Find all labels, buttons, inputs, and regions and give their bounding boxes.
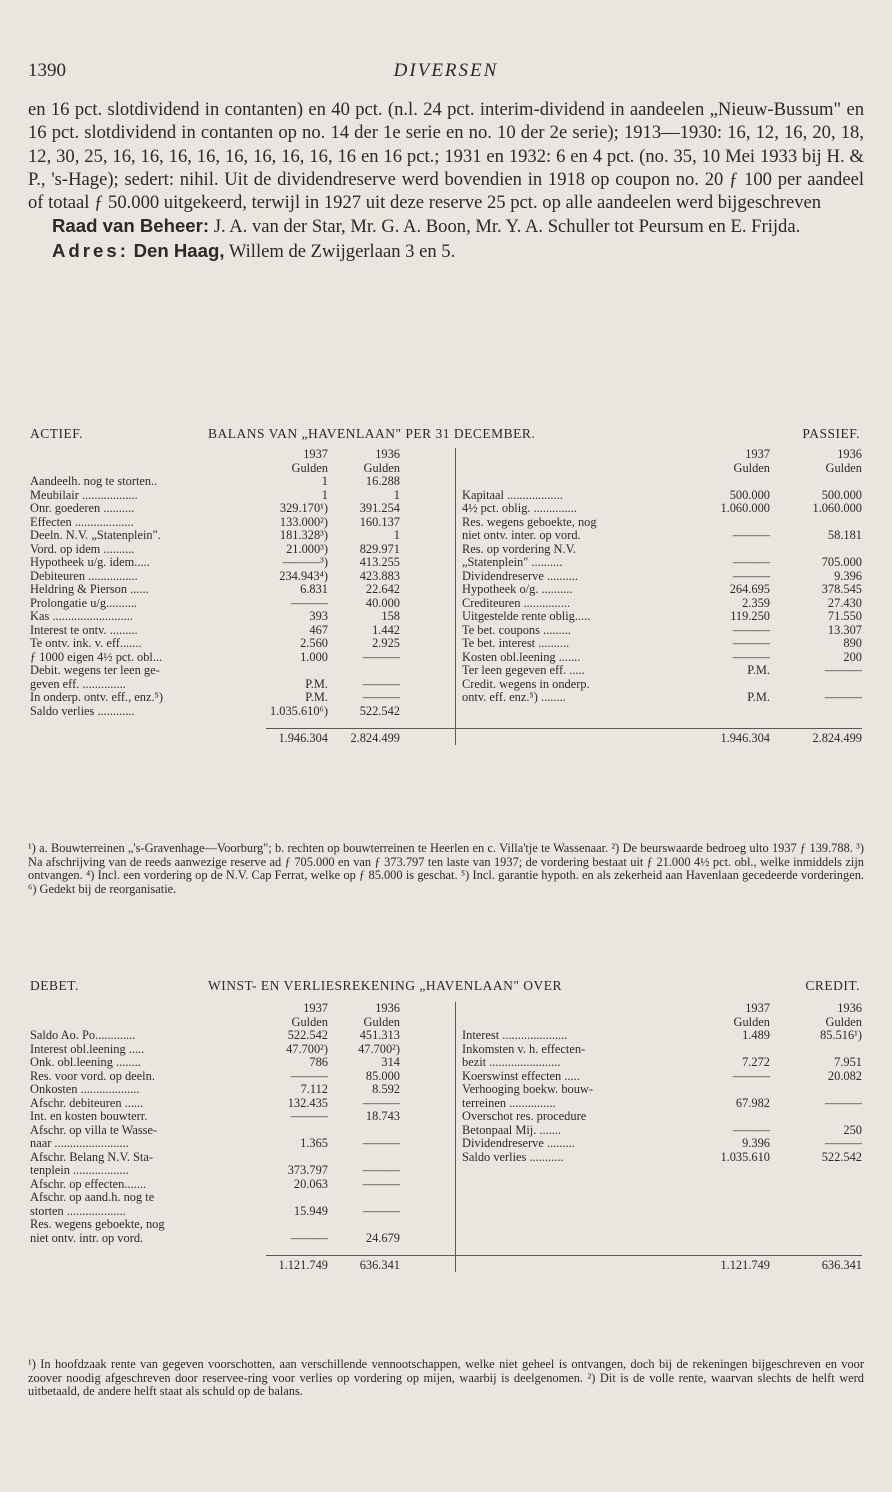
profit-loss-statement — [30, 1002, 864, 1272]
balance-left-label: Kas .......................... — [30, 610, 133, 623]
page-header — [28, 60, 864, 86]
pl-left-value-2: 314 — [381, 1055, 400, 1069]
pl-left-label: Onk. obl.leening ........ — [30, 1056, 141, 1069]
balance-table-row — [30, 543, 864, 557]
pl-table-row — [30, 1029, 864, 1043]
balance-right-value-2: 705.000 — [821, 555, 862, 569]
balance-total-rule — [266, 728, 862, 729]
pl-left-value-1: ——— — [290, 1109, 328, 1123]
pl-unit-2-right: Gulden — [825, 1014, 862, 1029]
balance-left-value-2: 829.971 — [359, 541, 400, 556]
balance-left-value-2: 391.254 — [359, 501, 400, 515]
balance-right-value-2: 58.181 — [827, 528, 862, 542]
balance-left-label: geven eff. .............. — [30, 677, 126, 691]
balance-year-2: 1936 — [375, 447, 400, 461]
balance-table-row — [30, 475, 864, 489]
balance-year-header — [30, 448, 864, 462]
pl-left-label: Afschr. op effecten....... — [30, 1177, 147, 1191]
pl-unit-1-right: Gulden — [733, 1014, 770, 1029]
pl-left-value-1: 20.063 — [293, 1176, 328, 1191]
balance-table-row — [30, 705, 864, 719]
pl-left-value-1: ——— — [290, 1068, 328, 1083]
pl-unit-2: Gulden — [363, 1014, 400, 1029]
pl-left-value-1: 786 — [309, 1055, 328, 1069]
balance-left-label: Onr. goederen .......... — [30, 502, 135, 515]
balance-left-value-2: ——— — [362, 649, 400, 664]
balance-unit-header — [30, 462, 864, 476]
balance-table-row — [30, 583, 864, 597]
pl-table-row — [30, 1164, 864, 1178]
balance-table-row — [30, 610, 864, 624]
balance-left-value-1: ———³) — [282, 555, 328, 569]
balance-left-label: Interest te ontv. ......... — [30, 623, 138, 637]
balance-left-value-2: 1.442 — [372, 622, 400, 637]
balance-right-value-1: 500.000 — [729, 487, 770, 502]
pl-left-value-1: 373.797 — [287, 1163, 328, 1177]
pl-left-value-2: ——— — [362, 1095, 400, 1110]
balance-table-row — [30, 597, 864, 611]
balance-total-right-2: 2.824.499 — [812, 730, 862, 745]
balance-right-value-1: ——— — [732, 636, 770, 650]
pl-left-label: Afschr. debiteuren ...... — [30, 1096, 144, 1110]
balance-total-left-2: 2.824.499 — [350, 730, 400, 745]
balance-right-label: Te bet. interest .......... — [462, 637, 570, 650]
pl-unit-header — [30, 1016, 864, 1030]
pl-left-value-1: 47.700²) — [286, 1041, 328, 1056]
pl-table-row — [30, 1110, 864, 1124]
balance-right-label: niet ontv. inter. op vord. — [462, 529, 581, 542]
pl-right-label: Interest ..................... — [462, 1029, 568, 1042]
balance-left-value-2: 522.542 — [359, 703, 400, 718]
balance-right-value-2: 13.307 — [827, 622, 862, 637]
balance-left-value-1: P.M. — [305, 690, 328, 704]
pl-total-left-2: 636.341 — [359, 1257, 400, 1272]
balance-table-row — [30, 570, 864, 584]
balance-right-label: Dividendreserve .......... — [462, 569, 578, 583]
balance-left-value-2: 423.883 — [359, 568, 400, 583]
balance-right-value-2: 500.000 — [821, 487, 862, 502]
balance-right-value-2: ——— — [824, 663, 862, 677]
balance-left-value-2: 40.000 — [365, 595, 400, 610]
balance-left-label: Effecten ................... — [30, 515, 134, 529]
pl-table-row — [30, 1083, 864, 1097]
pl-right-value-2: 85.516¹) — [820, 1028, 862, 1042]
balance-right-label: Kosten obl.leening ....... — [462, 650, 581, 664]
balance-unit-2-right: Gulden — [825, 460, 862, 475]
balance-right-value-2: 200 — [843, 649, 862, 664]
pl-left-label: Interest obl.leening ..... — [30, 1042, 145, 1056]
balance-footnote-text: ¹) a. Bouwterreinen „'s-Gravenhage—Voorburg"; b. rechten op bouwterreinen te Heerlen en c. Villa'tje te Wassenaar. ²) De beurswaarde bedroeg ulto 1937 ƒ 139.788. ³) Na afschrijving van de reeds aanwezige reserve ad ƒ 705.000 en van ƒ 373.797 ten laste van 1937; de vordering bestaat uit ƒ 21.000 4½ pct. obl., welke inmiddels zijn ontvangen. ⁴) Incl. een vordering op de N.V. Cap Ferrat, welke op ƒ 85.000 is geschat. ⁵) Incl. garantie hypoth. en als zekerheid aan Havenlaan gecedeerde vorderingen. ⁶) Gedekt bij de reorganisatie. — [28, 841, 864, 896]
balance-unit-2: Gulden — [363, 460, 400, 475]
pl-total-right-1: 1.121.749 — [720, 1257, 770, 1272]
pl-left-label: Afschr. op villa te Wasse- — [30, 1123, 158, 1137]
balance-left-label: Hypotheek u/g. idem..... — [30, 556, 150, 569]
pl-right-title: CREDIT. — [805, 978, 860, 993]
pl-table-row — [30, 1232, 864, 1246]
balance-total-left-1: 1.946.304 — [278, 730, 328, 745]
balance-table-row — [30, 502, 864, 516]
pl-right-label: Verhooging boekw. bouw- — [462, 1083, 593, 1096]
pl-table-row — [30, 1191, 864, 1205]
pl-total-left-1: 1.121.749 — [278, 1257, 328, 1272]
balance-left-label: Deeln. N.V. „Statenplein". — [30, 529, 161, 542]
balance-table-row — [30, 651, 864, 665]
balance-left-label: Debit. wegens ter leen ge- — [30, 664, 160, 677]
intro-paragraph: en 16 pct. slotdividend in contanten) en 40 pct. (n.l. 24 pct. interim-dividend in aandeelen „Nieuw-Bussum" en 16 pct. slotdividend in contanten op no. 14 der 1e serie en no. 10 der 2e serie); 1913—1930: 16, 12, 16, 20, 18, 12, 30, 25, 16, 16, 16, 16, 16, 16, 16, 16, 16 en 16 pct.; 1931 en 1932: 6 en 4 pct. (no. 35, 10 Mei 1933 bij H. & P., 's-Hage); sedert: nihil. Uit de dividendreserve werd bovendien in 1918 op coupon no. 20 ƒ 100 per aandeel of totaal ƒ 50.000 uitgekeerd, terwijl in 1927 uit deze reserve 25 pct. op alle aandeelen werd bijgeschreven — [28, 99, 864, 214]
balance-right-value-2: 71.550 — [827, 609, 862, 623]
balance-right-value-1: P.M. — [747, 690, 770, 704]
balance-left-value-1: 393 — [309, 609, 328, 623]
pl-year-2: 1936 — [375, 1001, 400, 1015]
pl-table-row — [30, 1218, 864, 1232]
balance-table-row — [30, 691, 864, 705]
address-line — [28, 239, 864, 263]
pl-left-value-1: 15.949 — [293, 1203, 328, 1218]
balance-right-label: 4½ pct. oblig. .............. — [462, 502, 577, 515]
pl-table-row — [30, 1043, 864, 1057]
balance-left-value-2: 22.642 — [365, 582, 400, 596]
balance-left-value-2: 2.925 — [372, 636, 400, 650]
pl-right-value-1: 1.035.610 — [720, 1149, 770, 1164]
address-city: Den Haag, — [133, 239, 225, 261]
intro-text — [28, 98, 864, 263]
pl-left-value-2: ——— — [362, 1136, 400, 1150]
balance-right-label: Ter leen gegeven eff. ..... — [462, 664, 585, 677]
balance-left-value-1: 6.831 — [300, 582, 328, 596]
pl-table-row — [30, 1124, 864, 1138]
page-number: 1390 — [28, 60, 66, 81]
balance-left-value-2: 160.137 — [359, 514, 400, 529]
pl-unit-1: Gulden — [291, 1014, 328, 1029]
balance-left-value-1: 181.328³) — [279, 528, 328, 542]
pl-spacer — [30, 1245, 864, 1259]
pl-right-value-1: 67.982 — [735, 1095, 770, 1110]
pl-right-value-2: ——— — [824, 1095, 862, 1110]
balance-right-value-1: ——— — [732, 568, 770, 583]
balance-left-label: Vord. op idem .......... — [30, 542, 135, 556]
balance-right-value-1: ——— — [732, 528, 770, 542]
balance-right-value-1: 264.695 — [729, 582, 770, 596]
pl-left-value-1: 132.435 — [287, 1095, 328, 1110]
balance-left-value-2: ——— — [362, 676, 400, 691]
balance-left-value-1: 234.943⁴) — [279, 568, 328, 583]
balance-left-value-2: ——— — [362, 690, 400, 704]
balance-right-label: Credit. wegens in onderp. — [462, 677, 590, 691]
balance-right-label: Res. op vordering N.V. — [462, 542, 577, 556]
balance-left-value-2: 1 — [393, 528, 400, 542]
pl-footnote-text: ¹) In hoofdzaak rente van gegeven voorschotten, aan verschillende vennootschappen, welke niet geheel is ontvangen, doch bij de rekeningen bijgeschreven en voor zoover noodig afgeschreven door reservee-ring voor verlies op vordering op mijen, waarbij is deelgenomen. ²) Dit is de volle rente, waarvan slechts de helft werd uitbetaald, de andere helft staat als schuld op de balans. — [28, 1357, 864, 1399]
balance-left-label: Heldring & Pierson ...... — [30, 583, 149, 596]
pl-right-value-1: 1.489 — [742, 1028, 770, 1042]
balance-table-row — [30, 489, 864, 503]
balance-left-value-1: 467 — [309, 622, 328, 637]
pl-title: WINST- EN VERLIESREKENING „HAVENLAAN" OVER — [208, 978, 562, 993]
balance-left-value-2: 1 — [393, 487, 400, 502]
pl-right-value-1: 9.396 — [742, 1136, 770, 1150]
pl-right-value-2: 20.082 — [827, 1068, 862, 1083]
pl-table-row — [30, 1137, 864, 1151]
balance-right-label: „Statenplein" .......... — [462, 556, 563, 569]
balance-left-label: Saldo verlies ............ — [30, 704, 135, 718]
pl-table-row — [30, 1151, 864, 1165]
balance-right-value-2: ——— — [824, 690, 862, 704]
pl-right-label: Saldo verlies ........... — [462, 1150, 564, 1164]
balance-right-value-2: 890 — [843, 636, 862, 650]
pl-table-row — [30, 1056, 864, 1070]
pl-left-label: tenplein .................. — [30, 1164, 129, 1177]
balance-left-value-1: 1.035.610⁶) — [269, 703, 328, 718]
balance-left-label: ƒ 1000 eigen 4½ pct. obl... — [30, 650, 163, 664]
balance-year-1: 1937 — [303, 447, 328, 461]
pl-right-label: terreinen ............... — [462, 1096, 556, 1110]
pl-total-right-2: 636.341 — [821, 1257, 862, 1272]
balance-left-value-2: 16.288 — [365, 474, 400, 488]
pl-right-label: Koerswinst effecten ..... — [462, 1069, 580, 1083]
pl-year-1-right: 1937 — [745, 1001, 770, 1015]
balance-right-value-1: 2.359 — [742, 595, 770, 610]
pl-left-value-1: ——— — [290, 1230, 328, 1245]
pl-left-value-1: 522.542 — [287, 1028, 328, 1042]
balance-left-label: Aandeelh. nog te storten.. — [30, 475, 158, 488]
pl-table-row — [30, 1205, 864, 1219]
balance-year-2-right: 1936 — [837, 447, 862, 461]
pl-right-value-2: 522.542 — [821, 1149, 862, 1164]
balance-right-value-1: 119.250 — [730, 609, 770, 623]
pl-left-label: naar ........................ — [30, 1137, 129, 1150]
balance-left-value-1: 133.000²) — [279, 514, 328, 529]
pl-left-label: Afschr. Belang N.V. Sta- — [30, 1150, 153, 1164]
balance-left-value-1: P.M. — [305, 676, 328, 691]
balance-left-value-1: 1.000 — [300, 649, 328, 664]
balance-right-label: Hypotheek o/g. .......... — [462, 583, 573, 596]
balance-right-label: Res. wegens geboekte, nog — [462, 515, 597, 529]
balance-left-label: Debiteuren ................ — [30, 569, 138, 583]
balance-right-value-1: ——— — [732, 622, 770, 637]
balance-table-row — [30, 556, 864, 570]
pl-year-2-right: 1936 — [837, 1001, 862, 1015]
balance-right-value-2: 27.430 — [827, 595, 862, 610]
address-street: Willem de Zwijgerlaan 3 en 5. — [228, 240, 456, 262]
pl-right-value-2: ——— — [824, 1136, 862, 1150]
pl-left-label: Res. wegens geboekte, nog — [30, 1218, 165, 1231]
balance-sheet — [30, 448, 864, 745]
pl-left-label: Int. en kosten bouwterr. — [30, 1110, 148, 1123]
pl-year-1: 1937 — [303, 1001, 328, 1015]
balance-left-value-2: 158 — [381, 609, 400, 623]
balance-right-value-2: 378.545 — [821, 582, 862, 596]
pl-right-value-1: ——— — [732, 1122, 770, 1137]
pl-right-value-2: 7.951 — [834, 1055, 862, 1069]
pl-left-value-2: 451.313 — [359, 1028, 400, 1042]
pl-total-rule — [266, 1255, 862, 1256]
balance-unit-1: Gulden — [291, 460, 328, 475]
balance-left-value-1: 1 — [321, 474, 328, 488]
pl-right-label: Overschot res. procedure — [462, 1110, 587, 1123]
pl-right-label: bezit ....................... — [462, 1056, 561, 1069]
pl-left-label: storten ................... — [30, 1204, 126, 1218]
balance-right-label: Crediteuren ............... — [462, 596, 571, 610]
balance-right-label: Te bet. coupons ......... — [462, 623, 571, 637]
balance-table-row — [30, 529, 864, 543]
pl-footnotes — [28, 1358, 864, 1399]
balance-left-title: ACTIEF. — [30, 426, 84, 441]
balance-left-label: Prolongatie u/g.......... — [30, 596, 138, 610]
page-title: DIVERSEN — [393, 60, 499, 81]
balance-left-value-1: 21.000³) — [286, 541, 328, 556]
balance-right-value-1: 1.060.000 — [720, 501, 770, 515]
balance-table-row — [30, 664, 864, 678]
balance-left-value-1: ——— — [290, 595, 328, 610]
pl-left-label: niet ontv. intr. op vord. — [30, 1231, 144, 1245]
balance-table-row — [30, 637, 864, 651]
balance-right-value-2: 1.060.000 — [812, 501, 862, 515]
balance-right-value-1: ——— — [732, 649, 770, 664]
pl-center-divider — [455, 1002, 456, 1272]
pl-left-label: Onkosten ................... — [30, 1083, 140, 1096]
pl-left-value-2: 8.592 — [372, 1082, 400, 1096]
pl-left-value-2: 85.000 — [365, 1068, 400, 1083]
pl-left-value-1: 1.365 — [300, 1136, 328, 1150]
balance-left-label: Meubilair .................. — [30, 488, 138, 502]
balance-spacer — [30, 718, 864, 732]
balance-left-label: In onderp. ontv. eff., enz.⁵) — [30, 691, 163, 704]
balance-left-value-1: 329.170¹) — [279, 501, 328, 515]
balance-right-label: Uitgestelde rente oblig..... — [462, 610, 591, 623]
balance-right-value-1: P.M. — [747, 663, 770, 677]
pl-right-label: Inkomsten v. h. effecten- — [462, 1042, 586, 1056]
pl-table-row — [30, 1097, 864, 1111]
pl-left-label: Res. voor vord. op deeln. — [30, 1069, 155, 1083]
balance-year-1-right: 1937 — [745, 447, 770, 461]
pl-table-row — [30, 1178, 864, 1192]
board-label: Raad van Beheer: — [52, 215, 210, 237]
balance-right-value-1: ——— — [732, 555, 770, 569]
pl-left-value-2: ——— — [362, 1163, 400, 1177]
pl-right-value-2: 250 — [843, 1122, 862, 1137]
balance-unit-1-right: Gulden — [733, 460, 770, 475]
pl-left-value-1: 7.112 — [300, 1082, 328, 1096]
pl-right-label: Dividendreserve ......... — [462, 1137, 575, 1150]
pl-right-label: Betonpaal Mij. ....... — [462, 1123, 562, 1137]
board-members: J. A. van der Star, Mr. G. A. Boon, Mr. Y. A. Schuller tot Peursum en E. Frijda. — [213, 216, 801, 238]
pl-left-title: DEBET. — [30, 978, 79, 993]
balance-right-label: Kapitaal .................. — [462, 488, 563, 502]
pl-left-value-2: ——— — [362, 1176, 400, 1191]
balance-left-label: Te ontv. ink. v. eff....... — [30, 637, 142, 650]
balance-left-value-1: 1 — [321, 487, 328, 502]
balance-center-divider — [455, 448, 456, 745]
balance-left-value-1: 2.560 — [300, 636, 328, 650]
balance-right-title: PASSIEF. — [802, 426, 860, 441]
pl-left-label: Afschr. op aand.h. nog te — [30, 1191, 155, 1204]
pl-left-value-2: 18.743 — [365, 1109, 400, 1123]
balance-footnotes — [28, 842, 864, 896]
pl-left-value-2: 47.700²) — [358, 1041, 400, 1056]
balance-right-value-2: 9.396 — [834, 568, 862, 583]
balance-left-value-2: 413.255 — [359, 555, 400, 569]
pl-left-value-2: ——— — [362, 1203, 400, 1218]
balance-table-row — [30, 678, 864, 692]
balance-title: BALANS VAN „HAVENLAAN" PER 31 DECEMBER. — [208, 426, 536, 441]
pl-total-row — [30, 1259, 864, 1273]
address-label: Adres: — [52, 239, 129, 261]
balance-right-label: ontv. eff. enz.⁵) ........ — [462, 691, 566, 704]
balance-table-row — [30, 516, 864, 530]
balance-total-right-1: 1.946.304 — [720, 730, 770, 745]
board-line — [28, 214, 864, 238]
pl-table-row — [30, 1070, 864, 1084]
pl-year-header — [30, 1002, 864, 1016]
balance-total-row — [30, 732, 864, 746]
balance-table-row — [30, 624, 864, 638]
pl-left-label: Saldo Ao. Po............. — [30, 1029, 136, 1042]
pl-left-value-2: 24.679 — [365, 1230, 400, 1245]
pl-right-value-1: 7.272 — [742, 1055, 770, 1069]
pl-right-value-1: ——— — [732, 1068, 770, 1083]
